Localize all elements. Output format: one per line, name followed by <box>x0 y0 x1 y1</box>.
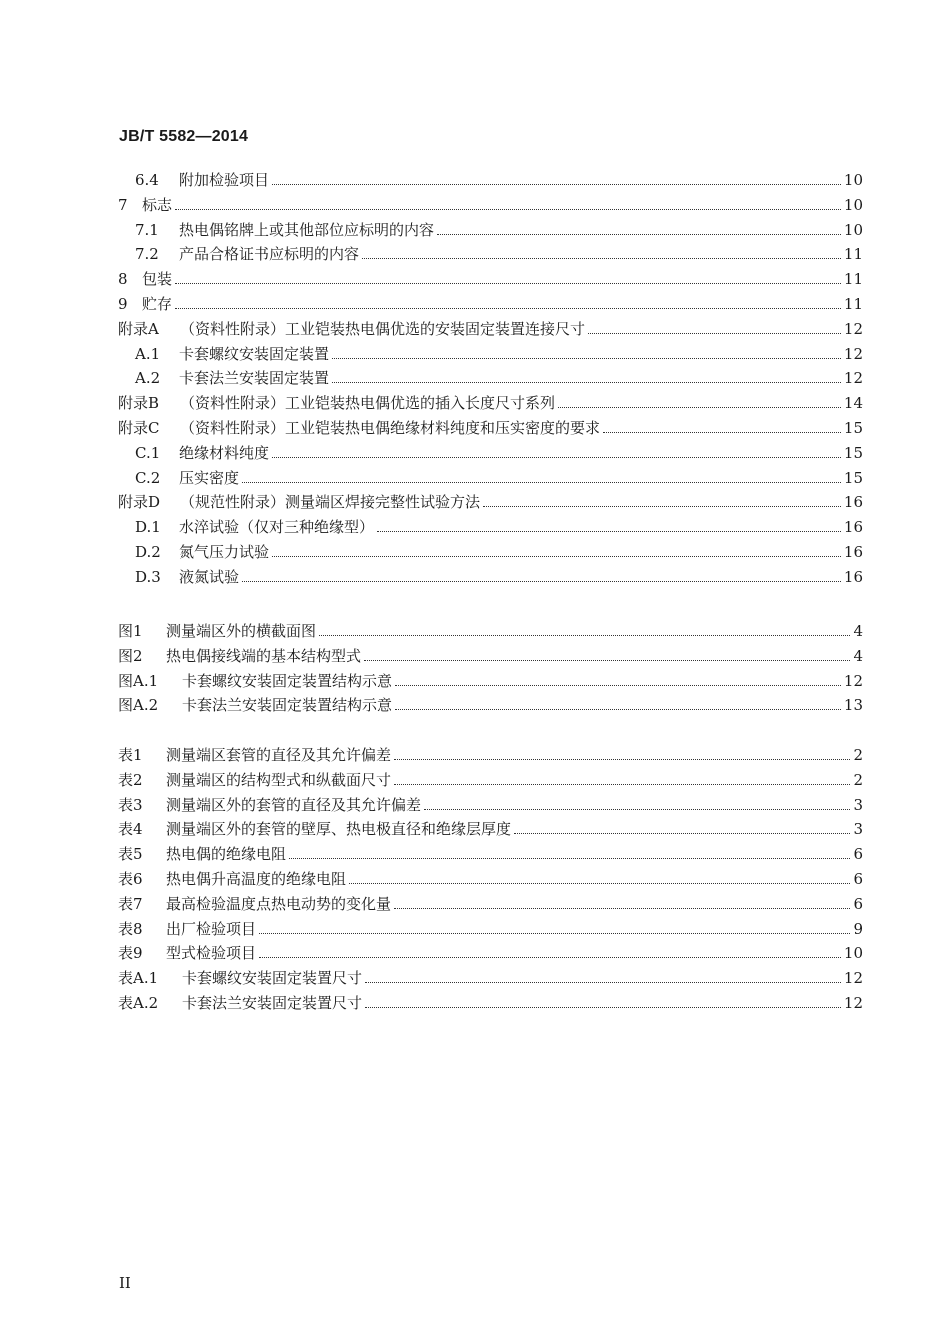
entry-title: 卡套螺纹安装固定装置 <box>179 344 330 363</box>
entry-title: 测量端区的结构型式和纵截面尺寸 <box>166 770 392 789</box>
entry-page-number: 14 <box>843 394 863 413</box>
dot-leader <box>349 883 850 884</box>
entry-number: 附录B <box>118 394 160 413</box>
entry-number: 图1 <box>118 622 143 640</box>
toc-entry[interactable] <box>135 239 863 264</box>
entry-page-number: 16 <box>843 543 863 561</box>
dot-leader <box>289 858 850 859</box>
entry-number: C.1 <box>135 443 161 462</box>
entry-number: 表8 <box>118 919 143 938</box>
dot-leader <box>242 581 841 582</box>
dot-leader <box>272 184 841 185</box>
entry-page-number: 2 <box>853 770 863 789</box>
entry-page-number: 11 <box>843 245 863 264</box>
entry-number: 8 <box>118 270 128 289</box>
entry-title: 产品合格证书应标明的内容 <box>179 245 360 264</box>
toc-entry[interactable] <box>135 463 863 488</box>
entry-page-number: 16 <box>843 518 863 537</box>
dot-leader <box>175 283 841 284</box>
table-entry[interactable] <box>118 740 863 765</box>
toc-entry[interactable] <box>118 314 863 339</box>
entry-page-number: 12 <box>843 319 863 338</box>
standard-number-header: JB/T 5582—2014 <box>119 128 249 145</box>
entry-number: A.2 <box>135 369 161 388</box>
entry-title: 测量端区套管的直径及其允许偏差 <box>166 746 392 764</box>
entry-title: （资料性附录）工业铠装热电偶绝缘材料纯度和压实密度的要求 <box>180 419 601 437</box>
entry-page-number: 10 <box>843 195 863 214</box>
dot-leader <box>332 358 841 359</box>
entry-number: 图A.2 <box>118 696 159 715</box>
entry-title: 卡套法兰安装固定装置 <box>179 369 330 388</box>
entry-title: 型式检验项目 <box>166 944 257 963</box>
entry-number: 6.4 <box>135 171 159 189</box>
toc-entry[interactable] <box>135 562 863 587</box>
dot-leader <box>603 432 841 433</box>
entry-page-number: 16 <box>843 493 863 512</box>
entry-page-number: 3 <box>853 820 863 839</box>
table-entry[interactable] <box>118 963 863 988</box>
entry-title: 卡套螺纹安装固定装置结构示意 <box>182 671 393 690</box>
entry-page-number: 16 <box>843 567 863 586</box>
toc-entry[interactable] <box>135 363 863 388</box>
dot-leader <box>377 531 841 532</box>
table-entry[interactable] <box>118 914 863 939</box>
table-entry[interactable] <box>118 864 863 889</box>
dot-leader <box>394 908 850 909</box>
entry-number: A.1 <box>135 344 161 363</box>
dot-leader <box>365 982 841 983</box>
entry-page-number: 15 <box>843 419 863 437</box>
entry-number: 7 <box>118 195 128 214</box>
dot-leader <box>558 407 841 408</box>
dot-leader <box>175 209 841 210</box>
entry-number: 7.2 <box>135 245 159 264</box>
dot-leader <box>242 482 841 483</box>
toc-entry[interactable] <box>118 190 863 215</box>
entry-number: 表3 <box>118 795 143 814</box>
entry-title: 热电偶的绝缘电阻 <box>166 845 287 864</box>
toc-entry[interactable] <box>118 413 863 438</box>
entry-number: 表A.2 <box>118 994 159 1012</box>
entry-number: 表7 <box>118 894 143 913</box>
dot-leader <box>394 784 850 785</box>
entry-title: 测量端区外的横截面图 <box>166 622 317 640</box>
entry-number: 表4 <box>118 820 143 839</box>
entry-number: 9 <box>118 295 128 313</box>
entry-title: 测量端区外的套管的壁厚、热电极直径和绝缘层厚度 <box>166 820 512 839</box>
entry-page-number: 10 <box>843 171 863 189</box>
entry-number: D.3 <box>135 567 161 586</box>
table-entry[interactable] <box>118 988 863 1013</box>
entry-number: 表2 <box>118 770 143 789</box>
figure-entry[interactable] <box>118 666 863 691</box>
entry-title: 卡套法兰安装固定装置尺寸 <box>182 994 363 1012</box>
entry-title: 出厂检验项目 <box>166 919 257 938</box>
entry-number: D.2 <box>135 543 161 561</box>
entry-page-number: 6 <box>853 894 863 913</box>
entry-title: 氮气压力试验 <box>179 543 270 561</box>
entry-title: 测量端区外的套管的直径及其允许偏差 <box>166 795 422 814</box>
entry-page-number: 2 <box>853 746 863 764</box>
table-entry[interactable] <box>118 889 863 914</box>
entry-title: 绝缘材料纯度 <box>179 443 270 462</box>
entry-page-number: 11 <box>843 295 863 313</box>
table-entry[interactable] <box>118 814 863 839</box>
entry-title: 热电偶接线端的基本结构型式 <box>166 646 362 665</box>
entry-page-number: 13 <box>843 696 863 715</box>
entry-number: 表1 <box>118 746 143 764</box>
entry-page-number: 12 <box>843 344 863 363</box>
entry-title: 压实密度 <box>179 468 240 487</box>
entry-page-number: 10 <box>843 220 863 239</box>
entry-title: 热电偶铭牌上或其他部位应标明的内容 <box>179 220 435 239</box>
entry-title: 附加检验项目 <box>179 171 270 189</box>
entry-title: 包装 <box>142 270 173 289</box>
entry-title: 热电偶升高温度的绝缘电阻 <box>166 870 347 888</box>
entry-number: D.1 <box>135 518 161 537</box>
entry-title: 液氮试验 <box>179 567 240 586</box>
dot-leader <box>394 759 850 760</box>
entry-page-number: 10 <box>843 944 863 963</box>
dot-leader <box>259 957 841 958</box>
table-entry[interactable] <box>118 765 863 790</box>
dot-leader <box>424 809 850 810</box>
entry-title: 最高检验温度点热电动势的变化量 <box>166 894 392 913</box>
toc-entry[interactable] <box>135 512 863 537</box>
entry-title: 贮存 <box>142 295 173 313</box>
entry-number: 表9 <box>118 944 143 963</box>
toc-entry[interactable] <box>118 289 863 314</box>
dot-leader <box>175 308 841 309</box>
toc-entry[interactable] <box>135 537 863 562</box>
entry-title: （规范性附录）测量端区焊接完整性试验方法 <box>180 493 481 512</box>
dot-leader <box>319 635 850 636</box>
entry-page-number: 6 <box>853 870 863 888</box>
dot-leader <box>588 333 841 334</box>
entry-number: 图A.1 <box>118 671 159 690</box>
entry-page-number: 12 <box>843 671 863 690</box>
entry-page-number: 9 <box>853 919 863 938</box>
dot-leader <box>259 933 850 934</box>
toc-entry[interactable] <box>118 264 863 289</box>
figure-entry[interactable] <box>118 641 863 666</box>
table-entry[interactable] <box>118 839 863 864</box>
entry-page-number: 12 <box>843 994 863 1012</box>
dot-leader <box>362 258 841 259</box>
entry-page-number: 4 <box>853 646 863 665</box>
toc-entry[interactable] <box>135 339 863 364</box>
figure-entry[interactable] <box>118 616 863 641</box>
entry-number: 7.1 <box>135 220 159 239</box>
dot-leader <box>437 234 841 235</box>
entry-title: （资料性附录）工业铠装热电偶优选的安装固定装置连接尺寸 <box>180 319 586 338</box>
entry-number: 表5 <box>118 845 143 864</box>
entry-number: 附录C <box>118 419 160 437</box>
entry-page-number: 6 <box>853 845 863 864</box>
dot-leader <box>365 1007 841 1008</box>
toc-entry[interactable] <box>118 487 863 512</box>
entry-title: 水淬试验（仅对三种绝缘型） <box>179 518 375 537</box>
toc-entry[interactable] <box>135 215 863 240</box>
dot-leader <box>395 685 841 686</box>
page-number-footer: II <box>119 1274 131 1292</box>
dot-leader <box>395 709 841 710</box>
table-entry[interactable] <box>118 938 863 963</box>
entry-number: 附录A <box>118 319 159 338</box>
dot-leader <box>332 382 841 383</box>
entry-title: 标志 <box>142 195 173 214</box>
entry-title: 卡套法兰安装固定装置结构示意 <box>182 696 393 715</box>
entry-number: 表6 <box>118 870 143 888</box>
entry-page-number: 4 <box>853 622 863 640</box>
figure-entry[interactable] <box>118 690 863 715</box>
dot-leader <box>272 556 841 557</box>
entry-number: C.2 <box>135 468 161 487</box>
entry-number: 附录D <box>118 493 161 512</box>
entry-title: 卡套螺纹安装固定装置尺寸 <box>182 969 363 988</box>
toc-entry[interactable] <box>135 165 863 190</box>
dot-leader <box>483 506 841 507</box>
entry-number: 图2 <box>118 646 143 665</box>
entry-page-number: 12 <box>843 369 863 388</box>
dot-leader <box>272 457 841 458</box>
entry-page-number: 3 <box>853 795 863 814</box>
entry-title: （资料性附录）工业铠装热电偶优选的插入长度尺寸系列 <box>180 394 556 413</box>
entry-number: 表A.1 <box>118 969 159 988</box>
entry-page-number: 15 <box>843 443 863 462</box>
entry-page-number: 15 <box>843 468 863 487</box>
entry-page-number: 12 <box>843 969 863 988</box>
dot-leader <box>364 660 850 661</box>
dot-leader <box>514 833 850 834</box>
entry-page-number: 11 <box>843 270 863 289</box>
table-entry[interactable] <box>118 790 863 815</box>
toc-entry[interactable] <box>118 388 863 413</box>
toc-entry[interactable] <box>135 438 863 463</box>
